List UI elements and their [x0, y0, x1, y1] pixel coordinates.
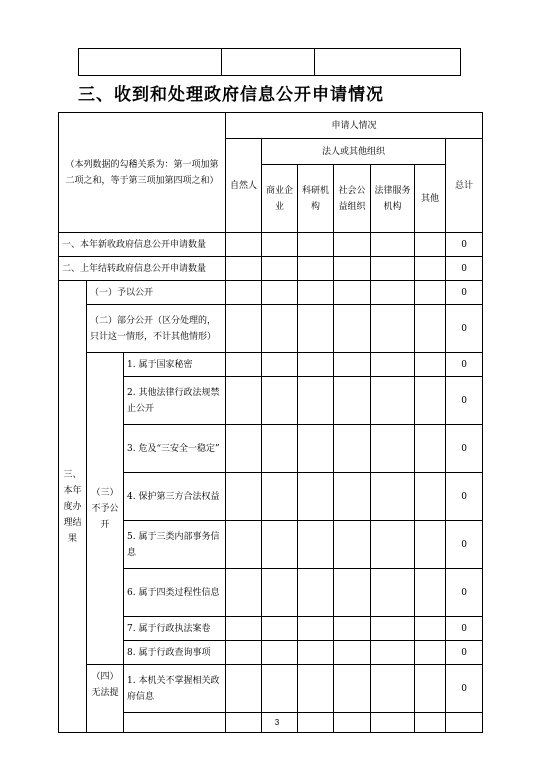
- row-label: 1. 本机关不掌握相关政府信息: [124, 665, 226, 713]
- total-value: 0: [446, 617, 483, 641]
- applicant-info-header: 申请人情况: [226, 113, 483, 139]
- row-label: （二）部分公开（区分处理的，只计这一情形，不计其他情形）: [87, 305, 226, 353]
- withhold-label: （三）不予公开: [87, 353, 124, 665]
- row-label: （一）予以公开: [87, 281, 226, 305]
- row-label: 6. 属于四类过程性信息: [124, 569, 226, 617]
- legal-service-header: 法律服务机构: [371, 165, 415, 233]
- row-label: 4. 保护第三方合法权益: [124, 473, 226, 521]
- total-value: 0: [446, 377, 483, 425]
- previous-table-bottom: [78, 48, 461, 76]
- row-label: 3. 危及“三安全一稳定”: [124, 425, 226, 473]
- note-cell: （本列数据的勾稽关系为：第一项加第二项之和，等于第三项加第四项之和）: [59, 113, 226, 233]
- social-welfare-header: 社会公益组织: [334, 165, 371, 233]
- total-value: 0: [446, 305, 483, 353]
- total-value: 0: [446, 665, 483, 713]
- row-label: 1. 属于国家秘密: [124, 353, 226, 377]
- commercial-header: 商业企业: [262, 165, 298, 233]
- research-header: 科研机构: [298, 165, 334, 233]
- row-label: 二、上年结转政府信息公开申请数量: [59, 257, 226, 281]
- table-row: [59, 353, 483, 377]
- table-row: [59, 281, 483, 305]
- table-row: [59, 665, 483, 713]
- table-row: [59, 233, 483, 257]
- total-value: 0: [446, 353, 483, 377]
- total-value: 0: [446, 569, 483, 617]
- page-number: 3: [274, 718, 280, 727]
- application-table: [58, 112, 483, 733]
- cannot-provide-label: （四）无法提: [87, 665, 124, 733]
- row-label: 2. 其他法律行政法规禁止公开: [124, 377, 226, 425]
- total-value: 0: [446, 233, 483, 257]
- total-value: 0: [446, 425, 483, 473]
- row-label: 8. 属于行政查询事项: [124, 641, 226, 665]
- section-heading: 三、收到和处理政府信息公开申请情况: [78, 85, 384, 105]
- legal-entity-header: 法人或其他组织: [262, 139, 446, 165]
- row-label: 5. 属于三类内部事务信息: [124, 521, 226, 569]
- table-row: [59, 257, 483, 281]
- total-value: 0: [446, 641, 483, 665]
- table-row: [59, 305, 483, 353]
- total-value: 0: [446, 281, 483, 305]
- total-value: 0: [446, 473, 483, 521]
- row-label: 一、本年新收政府信息公开申请数量: [59, 233, 226, 257]
- other-header: 其他: [415, 165, 446, 233]
- total-header: 总计: [446, 139, 483, 233]
- total-value: 0: [446, 521, 483, 569]
- total-value: 0: [446, 257, 483, 281]
- section-3-label: 三、本年度办理结果: [59, 281, 87, 733]
- row-label: 7. 属于行政执法案卷: [124, 617, 226, 641]
- natural-person-header: 自然人: [226, 139, 262, 233]
